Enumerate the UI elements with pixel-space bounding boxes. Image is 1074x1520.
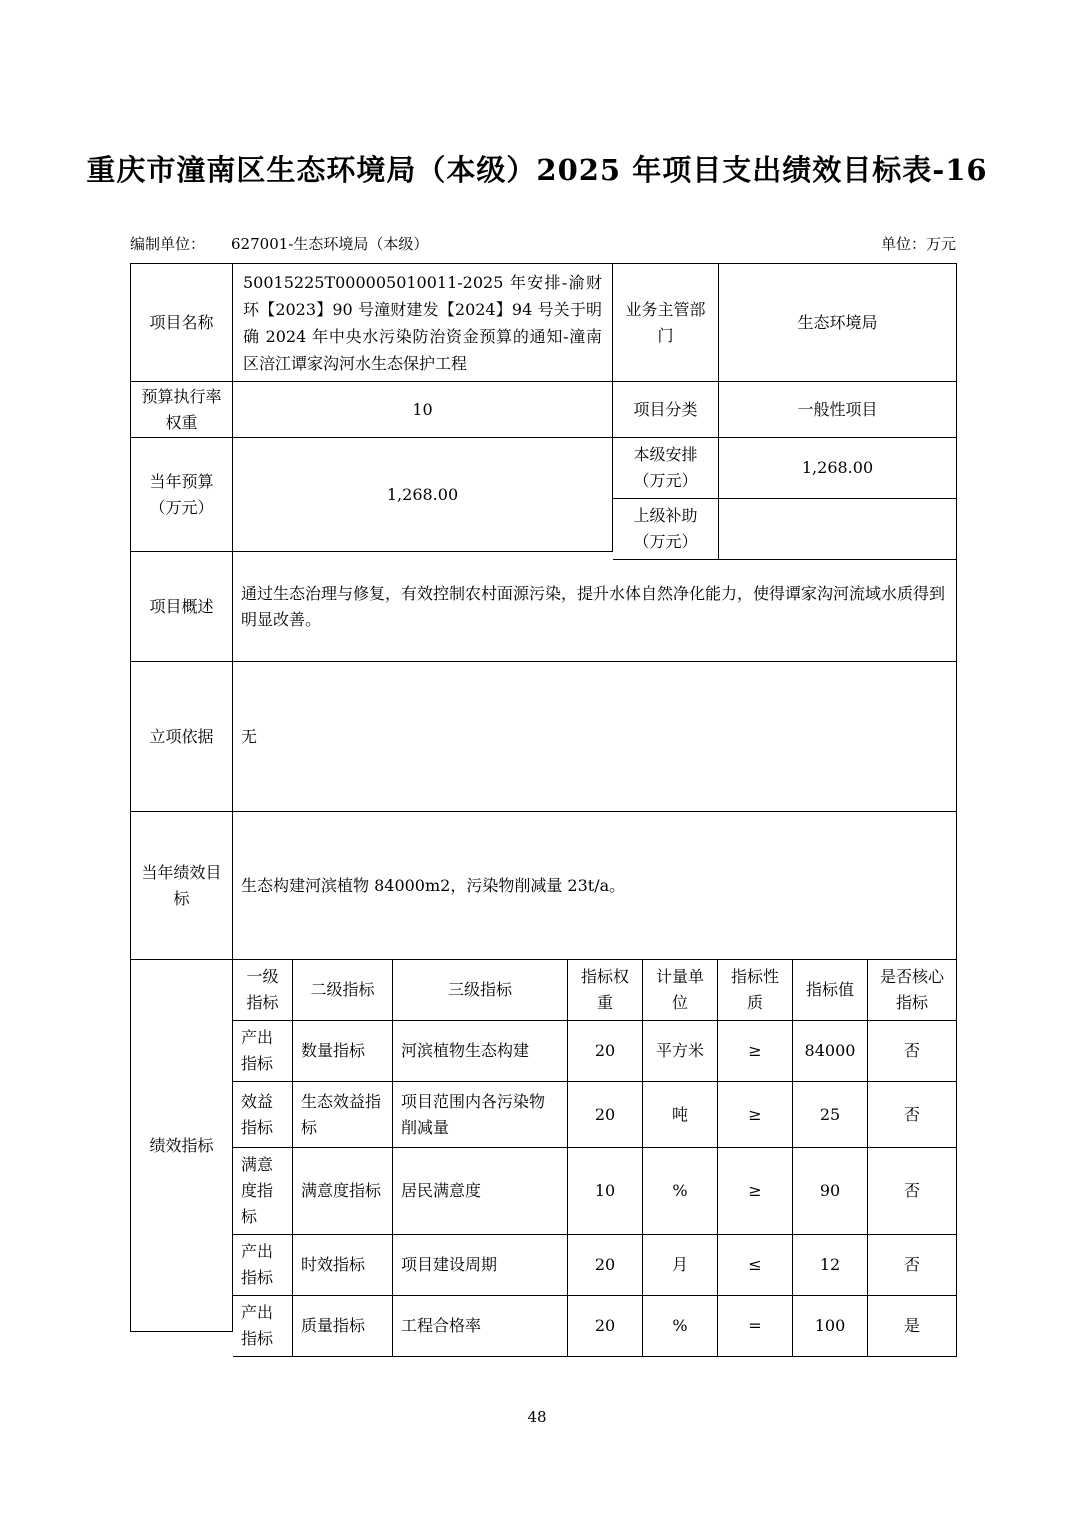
indicator-cell-weight: 10 bbox=[568, 1148, 643, 1235]
indicator-cell-core: 否 bbox=[868, 1082, 957, 1148]
indicator-cell-value: 25 bbox=[793, 1082, 868, 1148]
local-arrangement-value: 1,268.00 bbox=[719, 438, 957, 499]
basis-label: 立项依据 bbox=[131, 662, 233, 812]
currency-unit-label: 单位：万元 bbox=[880, 235, 956, 253]
indicator-cell-level3: 项目范围内各污染物削减量 bbox=[393, 1082, 568, 1148]
category-label: 项目分类 bbox=[613, 382, 719, 438]
local-arrangement-label: 本级安排（万元） bbox=[613, 438, 719, 499]
project-name-label: 项目名称 bbox=[131, 264, 233, 382]
indicator-cell-nature: ≥ bbox=[718, 1082, 793, 1148]
header-value: 指标值 bbox=[793, 960, 868, 1021]
row-indicators bbox=[131, 960, 957, 1348]
indicator-cell-unit: % bbox=[643, 1296, 718, 1357]
header-unit: 计量单位 bbox=[643, 960, 718, 1021]
indicator-cell-weight: 20 bbox=[568, 1082, 643, 1148]
indicators-header-row bbox=[233, 960, 957, 1021]
indicator-cell-unit: 平方米 bbox=[643, 1021, 718, 1082]
indicator-cell-core: 否 bbox=[868, 1021, 957, 1082]
indicator-cell-level2: 质量指标 bbox=[293, 1296, 393, 1357]
indicator-cell-level2: 生态效益指标 bbox=[293, 1082, 393, 1148]
superior-subsidy-value bbox=[719, 499, 957, 560]
indicator-cell-level3: 河滨植物生态构建 bbox=[393, 1021, 568, 1082]
indicator-cell-weight: 20 bbox=[568, 1235, 643, 1296]
compiling-unit bbox=[130, 234, 428, 254]
row-superior-subsidy bbox=[613, 499, 957, 560]
indicator-cell-nature: ≥ bbox=[718, 1021, 793, 1082]
indicator-row bbox=[233, 1148, 957, 1235]
row-local-arrangement bbox=[613, 438, 957, 499]
header-level1: 一级指标 bbox=[233, 960, 293, 1021]
indicator-cell-level2: 数量指标 bbox=[293, 1021, 393, 1082]
indicator-row bbox=[233, 1021, 957, 1082]
indicator-cell-level1: 产出指标 bbox=[233, 1296, 293, 1357]
header-level2: 二级指标 bbox=[293, 960, 393, 1021]
indicators-label: 绩效指标 bbox=[131, 960, 233, 1332]
budget-breakdown bbox=[613, 438, 957, 552]
indicator-cell-level3: 居民满意度 bbox=[393, 1148, 568, 1235]
row-basis bbox=[131, 662, 957, 812]
header-weight: 指标权重 bbox=[568, 960, 643, 1021]
indicator-cell-value: 90 bbox=[793, 1148, 868, 1235]
indicator-cell-core: 否 bbox=[868, 1235, 957, 1296]
indicator-cell-level3: 工程合格率 bbox=[393, 1296, 568, 1357]
row-annual-goal bbox=[131, 812, 957, 960]
indicator-cell-level1: 产出指标 bbox=[233, 1235, 293, 1296]
indicator-cell-unit: 吨 bbox=[643, 1082, 718, 1148]
indicator-cell-level1: 产出指标 bbox=[233, 1021, 293, 1082]
indicator-cell-weight: 20 bbox=[568, 1296, 643, 1357]
indicator-cell-level2: 时效指标 bbox=[293, 1235, 393, 1296]
page-number: 48 bbox=[527, 1408, 547, 1426]
annual-budget-label: 当年预算（万元） bbox=[131, 438, 233, 552]
indicator-cell-level1: 效益指标 bbox=[233, 1082, 293, 1148]
indicator-cell-nature: ≥ bbox=[718, 1148, 793, 1235]
performance-target-table bbox=[130, 263, 957, 1348]
dept-value: 生态环境局 bbox=[719, 264, 957, 382]
header-core: 是否核心指标 bbox=[868, 960, 957, 1021]
overview-value: 通过生态治理与修复，有效控制农村面源污染，提升水体自然净化能力，使得谭家沟河流域水质得到明显改善。 bbox=[233, 552, 957, 662]
indicator-cell-level3: 项目建设周期 bbox=[393, 1235, 568, 1296]
row-budget-rate bbox=[131, 382, 957, 438]
indicator-cell-weight: 20 bbox=[568, 1021, 643, 1082]
indicator-row bbox=[233, 1296, 957, 1357]
indicator-cell-value: 84000 bbox=[793, 1021, 868, 1082]
row-annual-budget bbox=[131, 438, 957, 552]
indicator-row bbox=[233, 1235, 957, 1296]
row-project-name bbox=[131, 264, 957, 382]
project-name-value: 50015225T000005010011-2025 年安排-渝财环【2023】90 号潼财建发【2024】94 号关于明确 2024 年中央水污染防治资金预算的通知-潼南区涪江谭家沟河水生态保护工程 bbox=[233, 264, 613, 382]
dept-label: 业务主管部门 bbox=[613, 264, 719, 382]
indicator-cell-unit: 月 bbox=[643, 1235, 718, 1296]
indicators-subtable bbox=[233, 960, 957, 1348]
budget-rate-value: 10 bbox=[233, 382, 613, 438]
document-body bbox=[130, 234, 956, 1348]
indicator-cell-nature: = bbox=[718, 1296, 793, 1357]
budget-rate-label: 预算执行率权重 bbox=[131, 382, 233, 438]
basis-value: 无 bbox=[233, 662, 957, 812]
annual-goal-label: 当年绩效目标 bbox=[131, 812, 233, 960]
row-overview bbox=[131, 552, 957, 662]
indicator-cell-level1: 满意度指标 bbox=[233, 1148, 293, 1235]
annual-budget-value: 1,268.00 bbox=[233, 438, 613, 552]
overview-label: 项目概述 bbox=[131, 552, 233, 662]
indicator-cell-nature: ≤ bbox=[718, 1235, 793, 1296]
indicator-cell-value: 100 bbox=[793, 1296, 868, 1357]
header-nature: 指标性质 bbox=[718, 960, 793, 1021]
header-level3: 三级指标 bbox=[393, 960, 568, 1021]
page-title: 重庆市潼南区生态环境局（本级）2025 年项目支出绩效目标表-16 bbox=[86, 153, 988, 187]
annual-goal-value: 生态构建河滨植物 84000m2，污染物削减量 23t/a。 bbox=[233, 812, 957, 960]
indicator-cell-core: 否 bbox=[868, 1148, 957, 1235]
compiling-unit-value: 627001-生态环境局（本级） bbox=[231, 235, 429, 253]
indicator-cell-unit: % bbox=[643, 1148, 718, 1235]
meta-row bbox=[130, 234, 956, 254]
category-value: 一般性项目 bbox=[719, 382, 957, 438]
indicator-row bbox=[233, 1082, 957, 1148]
indicator-cell-value: 12 bbox=[793, 1235, 868, 1296]
superior-subsidy-label: 上级补助（万元） bbox=[613, 499, 719, 560]
compiling-unit-label: 编制单位： bbox=[130, 235, 206, 253]
indicator-cell-core: 是 bbox=[868, 1296, 957, 1357]
indicator-cell-level2: 满意度指标 bbox=[293, 1148, 393, 1235]
